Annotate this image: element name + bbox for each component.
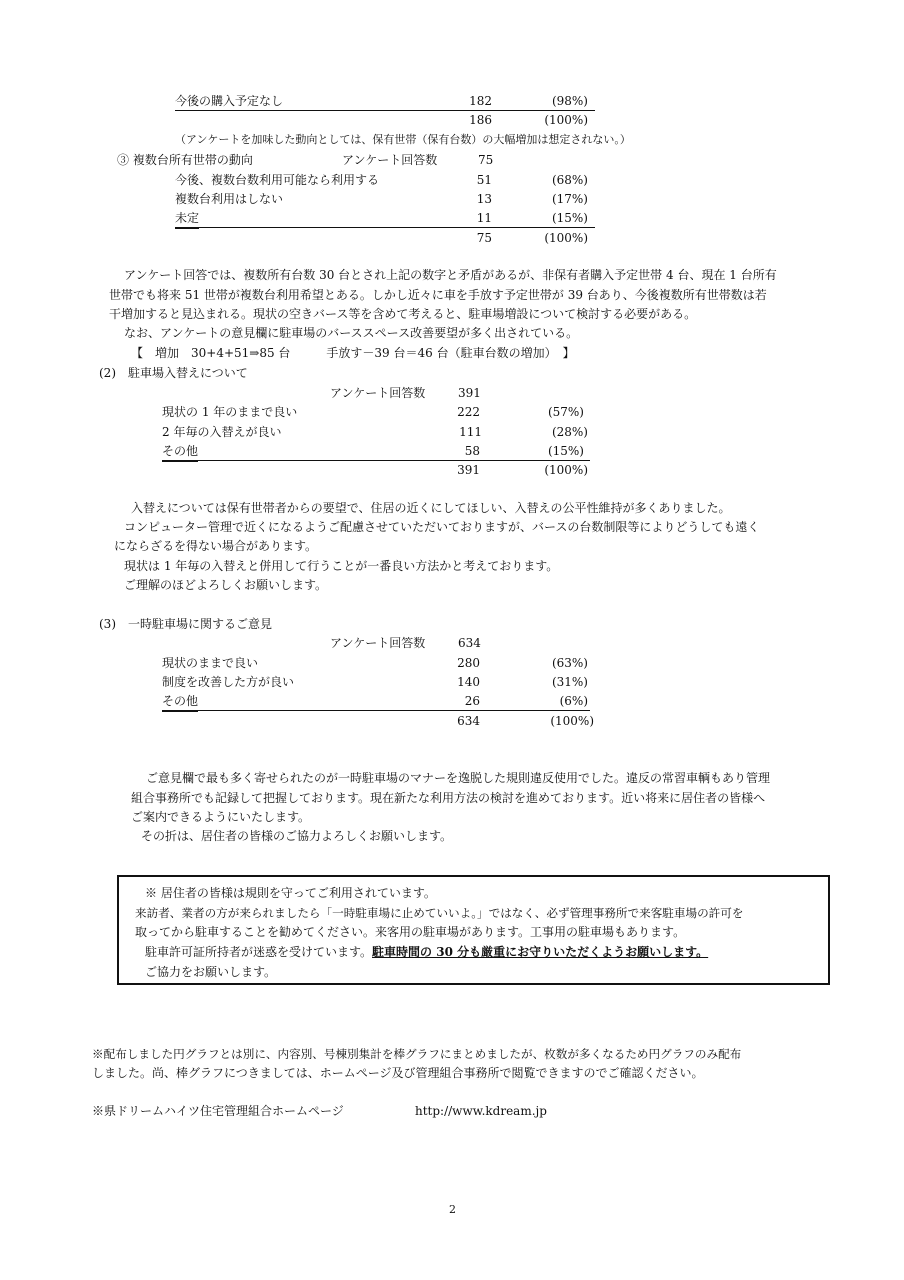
table-row-value: 11 — [476, 211, 492, 225]
respondents-value: 634 — [458, 636, 481, 650]
footer-line: しました。尚、棒グラフにつきましては、ホームページ及び管理組合事務所で閲覧できますのでご確認ください。 — [92, 1066, 704, 1080]
table-rule — [162, 710, 590, 711]
notice-plain-text: 駐車許可証所持者が迷惑を受けています。 — [145, 945, 373, 959]
paragraph-line: 組合事務所でも記録して把握しております。現在新たな利用方法の検討を進めております。近い将来に居住者の皆様へ — [131, 791, 766, 805]
table-row-label: その他 — [162, 692, 198, 712]
table-total-value: 634 — [457, 714, 480, 728]
paragraph-line: ご意見欄で最も多く寄せられたのが一時駐車場のマナーを逸脱した規則違反使用でした。違反の常習車輌もあり管理 — [146, 771, 771, 785]
table-row-label: 複数台利用はしない — [175, 192, 284, 206]
ownership-note: （アンケートを加味した動向としては、保有世帯（保有台数）の大幅増加は想定されない。） — [175, 133, 631, 146]
paragraph-line: 入替えについては保有世帯者からの要望で、住居の近くにしてほしい、入替えの公平性維持が多くありました。 — [131, 501, 731, 515]
table-row-label: 現状のままで良い — [162, 656, 259, 670]
table-row-pct: (57%) — [547, 405, 584, 419]
table-row-label: その他 — [162, 442, 198, 462]
table-row-pct: (15%) — [551, 211, 588, 225]
section-heading: (2) 駐車場入替えについて — [99, 366, 248, 380]
calculation-line: 【 増加 30+4+51⇒85 台 手放す－39 台＝46 台（駐車台数の増加） 】 — [131, 346, 575, 360]
notice-line: ご協力をお願いします。 — [145, 965, 277, 979]
section-heading: (3) 一時駐車場に関するご意見 — [99, 617, 272, 631]
table-row-value: 13 — [476, 192, 492, 206]
section-heading: ③ 複数台所有世帯の動向 — [117, 153, 253, 167]
paragraph-line: 現状は 1 年毎の入替えと併用して行うことが一番良い方法かと考えております。 — [124, 559, 559, 573]
table-row-value: 182 — [469, 94, 492, 108]
table-row-pct: (98%) — [551, 94, 588, 108]
paragraph-line: 世帯でも将来 51 世帯が複数台利用希望とある。しかし近々に車を手放す予定世帯が 39 台あり、今後複数所有世帯数は若 — [109, 288, 767, 302]
table-row-value: 51 — [476, 173, 492, 187]
table-row-pct: (6%) — [559, 694, 588, 708]
table-row-label: 今後、複数台数利用可能なら利用する — [175, 173, 380, 187]
table-row-pct: (17%) — [551, 192, 588, 206]
table-row-value: 26 — [464, 694, 480, 708]
table-total-pct: (100%) — [544, 113, 588, 127]
notice-line — [145, 943, 708, 962]
paragraph-line: コンピューター管理で近くになるようご配慮させていただいておりますが、バースの台数制限等によりどうしても遠く — [124, 520, 760, 534]
table-row-label: 現状の 1 年のままで良い — [162, 405, 298, 419]
respondents-label: アンケート回答数 — [330, 386, 426, 400]
notice-line: 取ってから駐車することを勧めてください。来客用の駐車場があります。工事用の駐車場もあります。 — [135, 925, 686, 939]
respondents-value: 391 — [458, 386, 481, 400]
table-total-pct: (100%) — [550, 714, 594, 728]
table-row-label: 今後の購入予定なし — [175, 94, 284, 108]
respondents-label: アンケート回答数 — [330, 636, 426, 650]
page-number: 2 — [449, 1203, 456, 1216]
homepage-link[interactable]: http://www.kdream.jp — [415, 1104, 547, 1118]
table-total-pct: (100%) — [544, 463, 588, 477]
paragraph-line: にならざるを得ない場合があります。 — [114, 539, 318, 553]
footer-line: ※配布しました円グラフとは別に、内容別、号棟別集計を棒グラフにまとめましたが、枚数が多くなるため円グラフのみ配布 — [92, 1047, 742, 1061]
paragraph-line: 干増加すると見込まれる。現状の空きバース等を含めて考えると、駐車場増設について検討する必要がある。 — [109, 307, 697, 321]
table-row-value: 140 — [457, 675, 480, 689]
table-row-label: 未定 — [175, 209, 199, 229]
table-total-value: 75 — [476, 231, 492, 245]
paragraph-line: アンケート回答では、複数所有台数 30 台とされ上記の数字と矛盾があるが、非保有者購入予定世帯 4 台、現在 1 台所有 — [124, 268, 777, 282]
table-row-value: 280 — [457, 656, 480, 670]
paragraph-line: ご案内できるようにいたします。 — [131, 810, 311, 824]
table-total-value: 391 — [457, 463, 480, 477]
notice-box — [117, 875, 830, 985]
paragraph-line: その折は、居住者の皆様のご協力よろしくお願いします。 — [141, 829, 453, 843]
table-row-value: 111 — [459, 425, 482, 439]
paragraph-line: なお、アンケートの意見欄に駐車場のバーススペース改善要望が多く出されている。 — [124, 326, 579, 340]
table-rule — [175, 227, 595, 228]
homepage-label: ※県ドリームハイツ住宅管理組合ホームページ — [92, 1104, 344, 1118]
table-total-pct: (100%) — [544, 231, 588, 245]
respondents-value: 75 — [478, 153, 494, 167]
table-row-label: 2 年毎の入替えが良い — [162, 425, 282, 439]
table-total-value: 186 — [469, 113, 492, 127]
table-row-pct: (15%) — [547, 444, 584, 458]
notice-emphasis-text: 駐車時間の 30 分も厳重にお守りいただくようお願いします。 — [372, 945, 709, 959]
notice-line: ※ 居住者の皆様は規則を守ってご利用されています。 — [145, 886, 436, 900]
respondents-label: アンケート回答数 — [342, 153, 438, 167]
table-row-pct: (68%) — [551, 173, 588, 187]
table-row-pct: (63%) — [551, 656, 588, 670]
table-row-value: 58 — [464, 444, 480, 458]
table-row-pct: (31%) — [551, 675, 588, 689]
paragraph-line: ご理解のほどよろしくお願いします。 — [124, 578, 328, 592]
table-row-label: 制度を改善した方が良い — [162, 675, 295, 689]
table-row-value: 222 — [457, 405, 480, 419]
table-row-pct: (28%) — [551, 425, 588, 439]
notice-line: 来訪者、業者の方が来られましたら「一時駐車場に止めていいよ。」ではなく、必ず管理事務所で来客駐車場の許可を — [135, 906, 744, 920]
